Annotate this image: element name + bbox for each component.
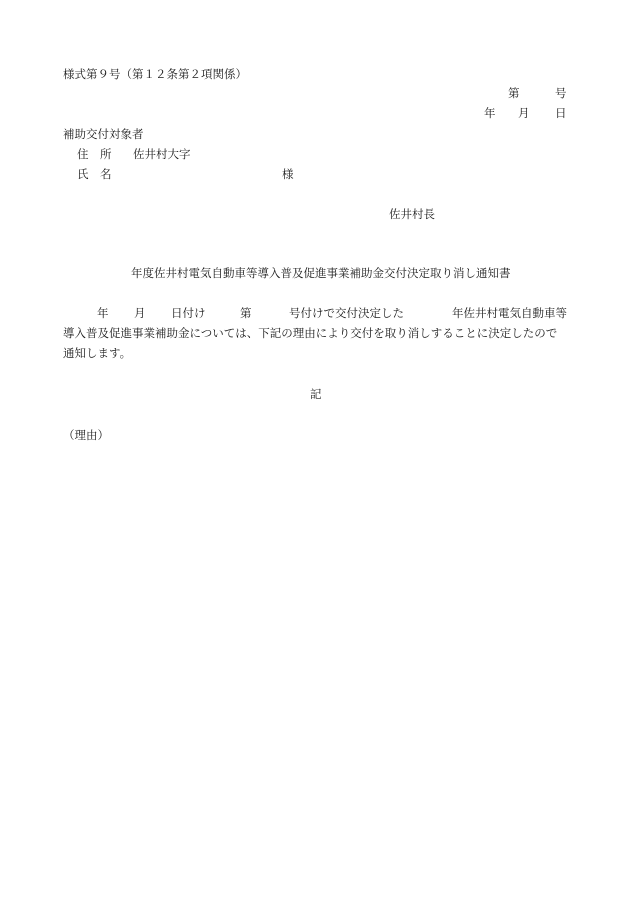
document-title: 年度佐井村電気自動車等導入普及促進事業補助金交付決定取り消し通知書: [131, 266, 511, 280]
document-number-dai: 第: [508, 86, 520, 100]
name-label-shi: 氏: [77, 167, 89, 181]
body-number-decided: 号付けで交付決定した: [289, 306, 404, 320]
body-number-dai: 第: [240, 306, 252, 320]
recipient-heading: 補助交付対象者: [63, 127, 144, 141]
address-value: 佐井村大字: [133, 147, 191, 161]
body-line-2: 導入普及促進事業補助金については、下記の理由により交付を取り消しすることに決定したので: [63, 326, 558, 340]
body-day-dated: 日付け: [171, 306, 206, 320]
form-number: 様式第９号（第１２条第２項関係）: [63, 67, 247, 81]
date-year-label: 年: [484, 106, 496, 120]
ki-heading: 記: [310, 387, 322, 401]
sender-name: 佐井村長: [389, 207, 435, 221]
body-line-3: 通知します。: [63, 346, 132, 360]
body-month-label: 月: [134, 306, 146, 320]
body-line1-tail: 年佐井村電気自動車等: [452, 306, 567, 320]
document-number-go: 号: [555, 86, 567, 100]
date-month-label: 月: [518, 106, 530, 120]
reason-label: （理由）: [63, 428, 109, 442]
date-day-label: 日: [555, 106, 567, 120]
name-label-mei: 名: [100, 167, 112, 181]
honorific-sama: 様: [282, 167, 294, 181]
address-label-sho: 所: [100, 147, 112, 161]
body-year-label: 年: [97, 306, 109, 320]
address-label-ju: 住: [77, 147, 89, 161]
